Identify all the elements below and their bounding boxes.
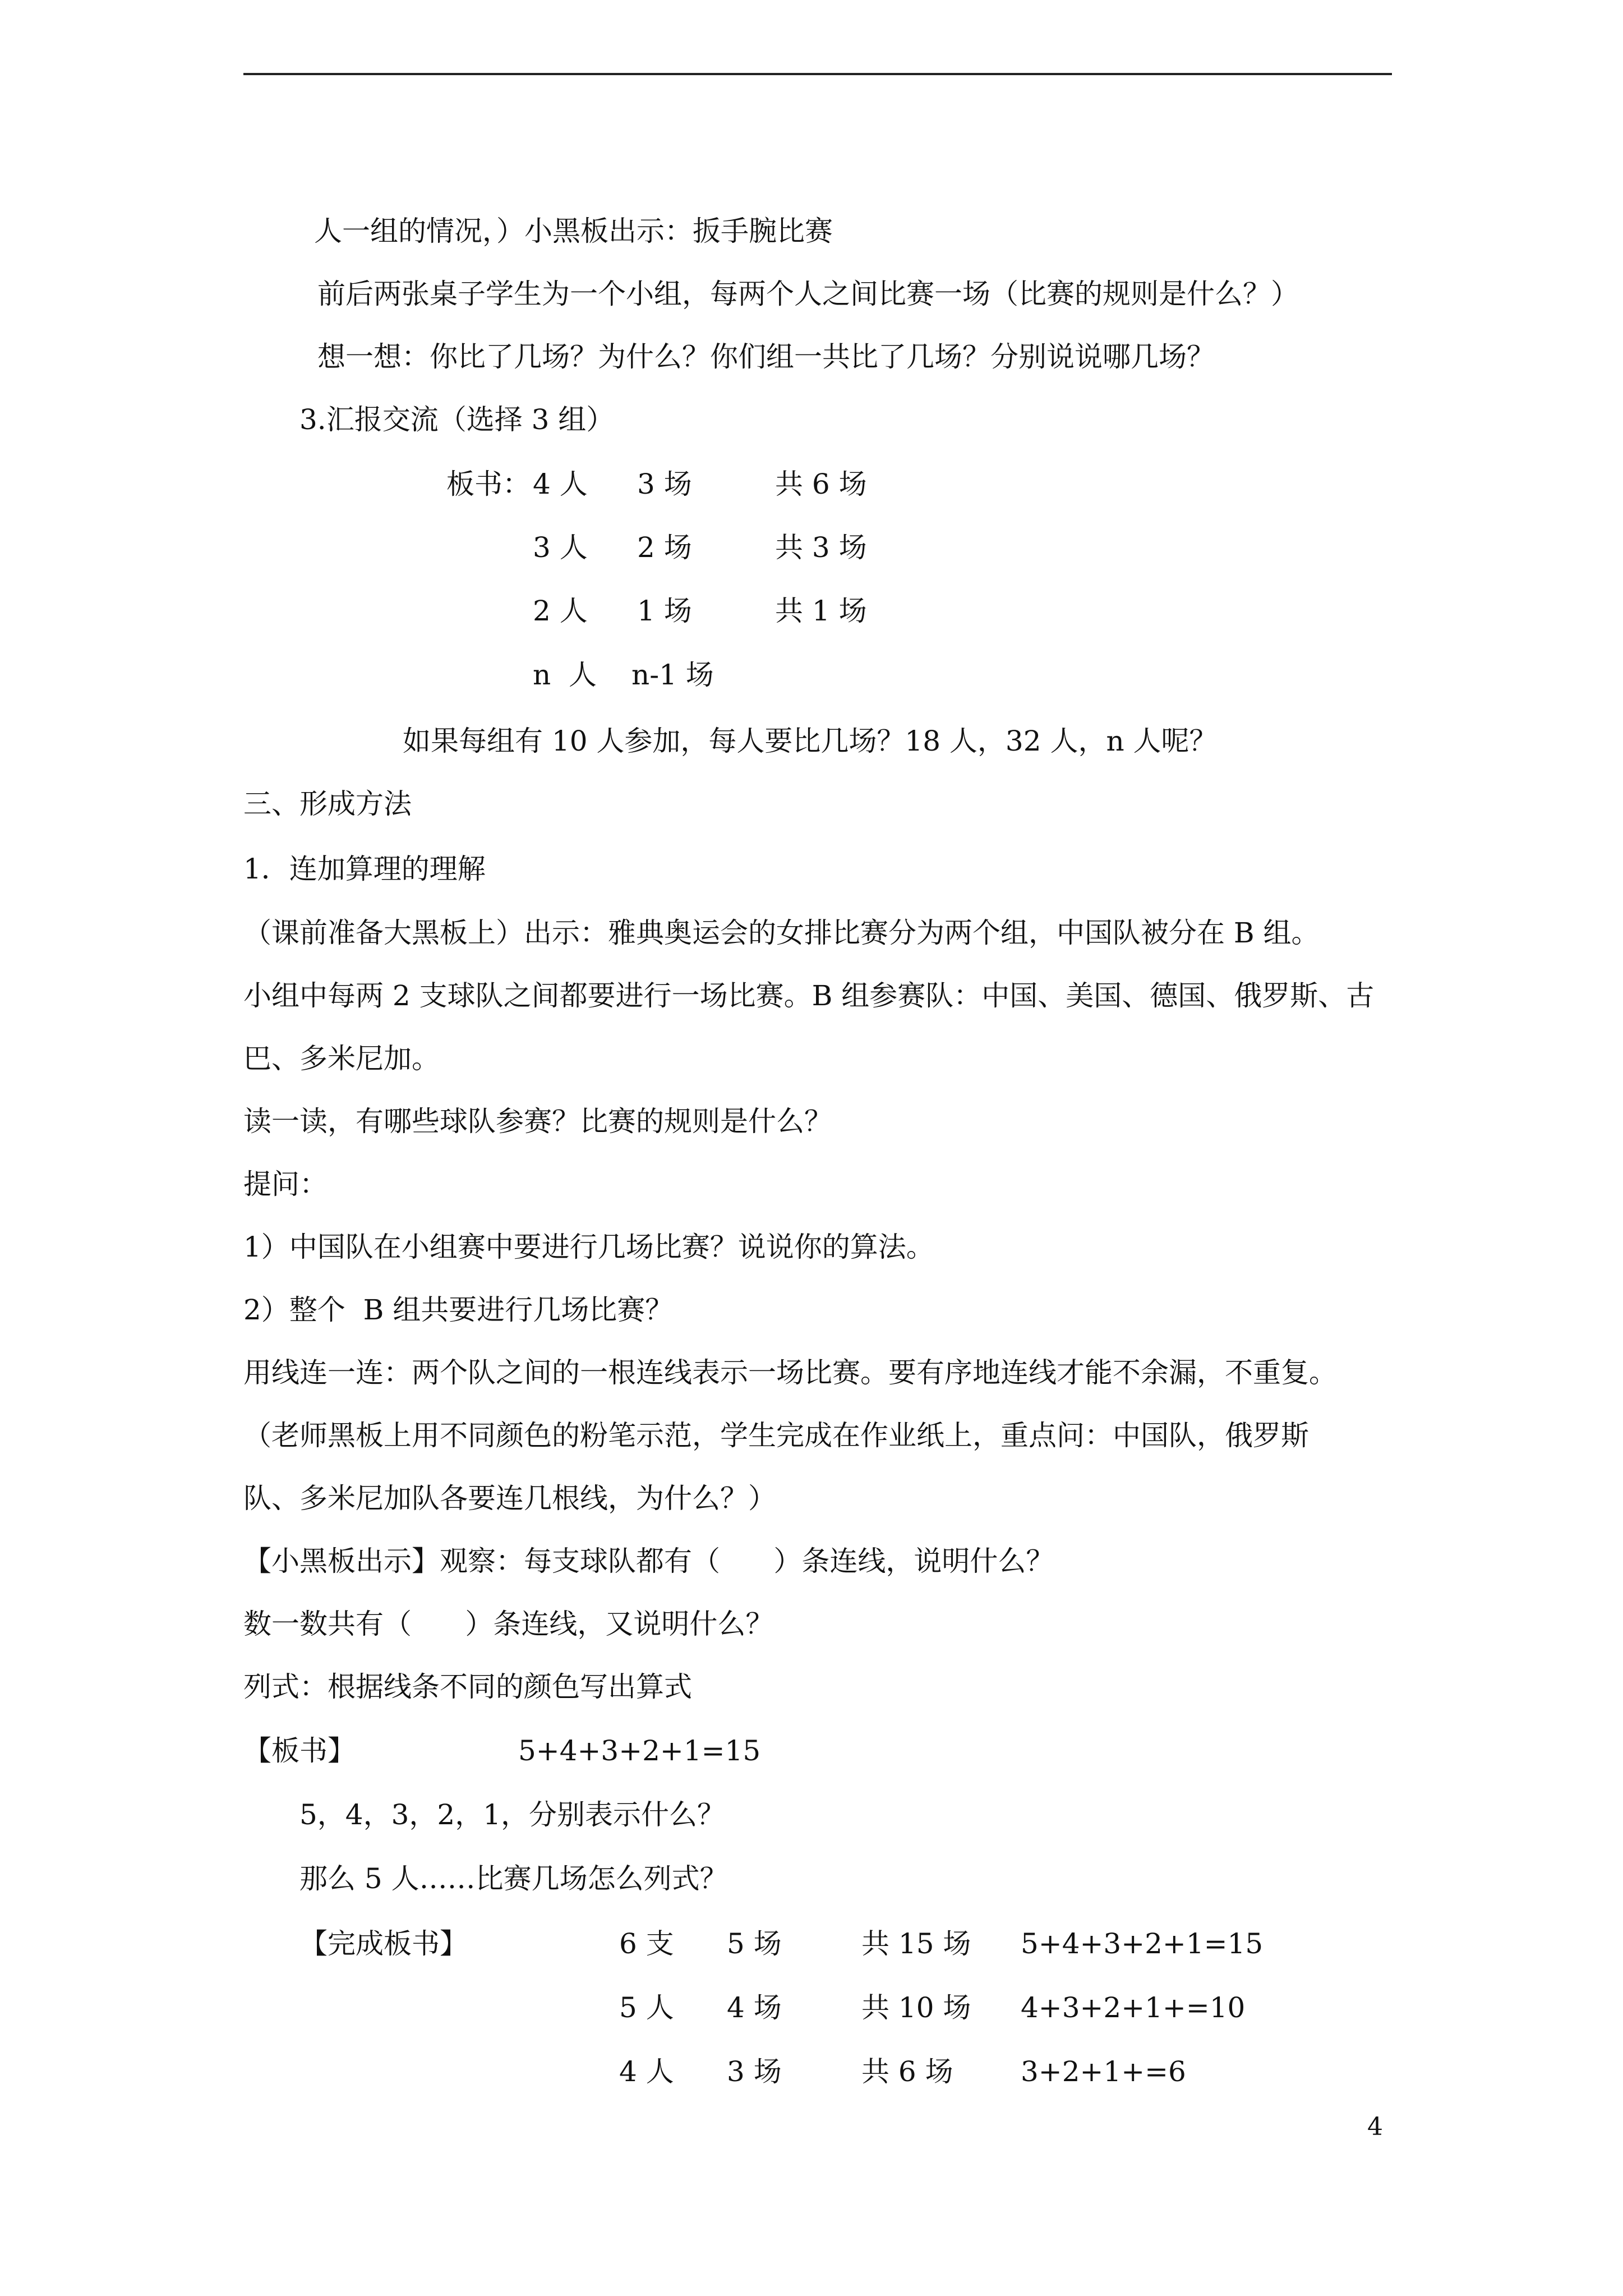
board-cell: 4+3+2+1+=10 <box>1021 1991 1246 2024</box>
text-line: （课前准备大黑板上）出示：雅典奥运会的女排比赛分为两个组，中国队被分在 B 组。 <box>243 917 1320 949</box>
text-line: 5，4，3，2，1，分别表示什么？ <box>299 1798 726 1831</box>
board-cell: n 人 <box>533 659 597 691</box>
text-line: （老师黑板上用不同颜色的粉笔示范，学生完成在作业纸上，重点问：中国队，俄罗斯 <box>243 1419 1309 1452</box>
text-line: 巴、多米尼加。 <box>243 1042 440 1075</box>
board-cell: 共 6 场 <box>775 468 867 500</box>
board-cell: 3+2+1+=6 <box>1021 2055 1186 2088</box>
board-cell: 3 场 <box>637 468 692 500</box>
subsection-heading: 1．连加算理的理解 <box>243 853 486 885</box>
board-label: 【板书】 <box>243 1734 356 1767</box>
board-cell: 5+4+3+2+1=15 <box>1021 1927 1264 1960</box>
board-cell: 3 场 <box>727 2055 782 2088</box>
board-label: 板书： <box>446 468 531 500</box>
board-cell: 5 人 <box>619 1991 674 2024</box>
board-cell: 2 人 <box>533 595 588 627</box>
text-line: 列式：根据线条不同的颜色写出算式 <box>243 1671 692 1703</box>
board-cell: 2 场 <box>637 531 692 564</box>
board-cell: 共 1 场 <box>775 595 867 627</box>
text-line: 小组中每两 2 支球队之间都要进行一场比赛。B 组参赛队：中国、美国、德国、俄罗斯、古 <box>243 979 1375 1012</box>
board-cell: 共 3 场 <box>775 531 867 564</box>
board-cell: 共 10 场 <box>861 1991 971 2024</box>
text-line: 1）中国队在小组赛中要进行几场比赛？说说你的算法。 <box>243 1231 934 1263</box>
header-rule <box>243 73 1392 75</box>
board-formula: 5+4+3+2+1=15 <box>518 1734 761 1767</box>
text-line: 人一组的情况，）小黑板出示：扳手腕比赛 <box>314 215 833 247</box>
text-line: 队、多米尼加队各要连几根线，为什么？） <box>243 1482 776 1515</box>
page-number: 4 <box>1367 2113 1383 2141</box>
board-cell: 1 场 <box>637 595 692 627</box>
board-cell: 6 支 <box>619 1927 674 1960</box>
text-line: 用线连一连：两个队之间的一根连线表示一场比赛。要有序地连线才能不余漏，不重复。 <box>243 1356 1337 1389</box>
board-cell: 4 人 <box>619 2055 674 2088</box>
text-line: 那么 5 人……比赛几场怎么列式？ <box>299 1862 728 1895</box>
text-line: 读一读，有哪些球队参赛？比赛的规则是什么？ <box>243 1105 832 1138</box>
section-heading: 三、形成方法 <box>243 788 412 820</box>
text-line: 数一数共有（ ）条连线，又说明什么？ <box>243 1608 774 1640</box>
board-cell: 4 场 <box>727 1991 782 2024</box>
text-line: 如果每组有 10 人参加，每人要比几场？18 人，32 人，n 人呢？ <box>403 725 1218 757</box>
board-label: 【完成板书】 <box>299 1927 468 1960</box>
text-line: 想一想：你比了几场？为什么？你们组一共比了几场？分别说说哪几场？ <box>317 341 1215 373</box>
text-line: 提问： <box>243 1168 328 1200</box>
board-cell: 共 15 场 <box>861 1927 971 1960</box>
board-cell: 4 人 <box>533 468 588 500</box>
board-cell: 5 场 <box>727 1927 782 1960</box>
text-line: 2）整个 B 组共要进行几场比赛？ <box>243 1294 674 1326</box>
text-line: 【小黑板出示】观察：每支球队都有（ ）条连线，说明什么？ <box>243 1545 1054 1577</box>
board-cell: 3 人 <box>533 531 588 564</box>
board-cell: 共 6 场 <box>861 2055 953 2088</box>
text-line: 3.汇报交流（选择 3 组） <box>299 403 615 436</box>
text-line: 前后两张桌子学生为一个小组，每两个人之间比赛一场（比赛的规则是什么？） <box>317 278 1299 310</box>
board-cell: n-1 场 <box>631 659 714 691</box>
